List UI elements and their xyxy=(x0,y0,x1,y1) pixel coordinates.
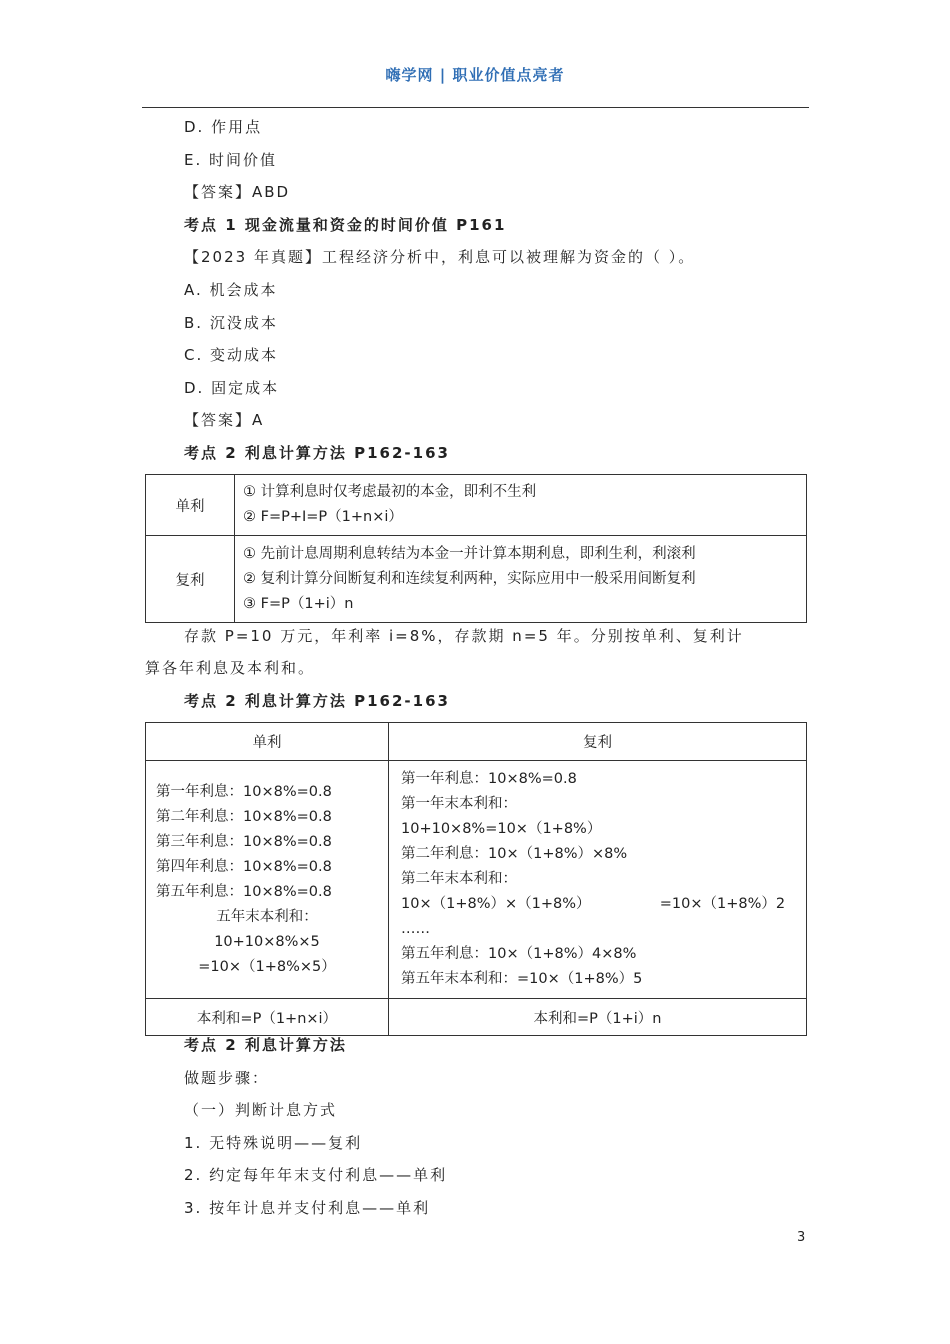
compound-interest-label: 复利 xyxy=(146,536,235,623)
simple-total-label: 五年末本利和： xyxy=(216,908,318,925)
question-text: 【2023 年真题】工程经济分析中，利息可以被理解为资金的（ ）。 xyxy=(184,248,696,266)
simple-calc-line: 第四年利息：10×8%=0.8 xyxy=(156,858,332,875)
compound-calc-line: 第一年利息：10×8%=0.8 xyxy=(401,771,577,787)
compound-dots: …… xyxy=(401,921,430,937)
compound-line: ③ F=P（1+i）n xyxy=(243,595,354,612)
compound-row-a: 10×（1+8%）×（1+8%） xyxy=(401,896,591,912)
simple-line: ① 计算利息时仅考虑最初的本金，即利不生利 xyxy=(243,484,537,500)
step-line: 3. 按年计息并支付利息——单利 xyxy=(184,1199,431,1217)
compound-calc-line: 第二年末本利和： xyxy=(401,871,517,887)
example-line-1: 存款 P=10 万元，年利率 i=8%，存款期 n=5 年。分别按单利、复利计 xyxy=(184,627,744,645)
calculation-table xyxy=(145,722,807,1036)
compound-calc-line: 第五年利息：10×（1+8%）4×8% xyxy=(401,946,637,962)
step-line: （一）判断计息方式 xyxy=(184,1101,338,1119)
head-simple: 单利 xyxy=(146,723,389,761)
simple-total-1: 10+10×8%×5 xyxy=(214,933,320,950)
foot-simple: 本利和=P（1+n×i） xyxy=(146,999,389,1036)
compound-calc-line: 10+10×8%=10×（1+8%） xyxy=(401,821,602,837)
compound-line: ① 先前计息周期利息转结为本金一并计算本期利息，即利生利，利滚利 xyxy=(243,545,696,562)
page-header: 嗨学网 | 职业价值点亮者 xyxy=(385,66,565,84)
simple-interest-label: 单利 xyxy=(146,475,235,536)
foot-compound: 本利和=P（1+i）n xyxy=(389,999,807,1036)
option-a: A. 机会成本 xyxy=(184,281,278,299)
simple-line: ② F=P+I=P（1+n×i） xyxy=(243,509,403,525)
option-c: C. 变动成本 xyxy=(184,346,279,364)
answer-a: 【答案】A xyxy=(184,411,265,429)
compound-calc-line: 第一年末本利和： xyxy=(401,796,517,812)
simple-calc-line: 第五年利息：10×8%=0.8 xyxy=(156,883,332,900)
step-line: 1. 无特殊说明——复利 xyxy=(184,1134,363,1152)
option-d-line: D. 作用点 xyxy=(184,118,263,136)
compound-row-b: =10×（1+8%）2 xyxy=(659,896,786,912)
header-divider xyxy=(142,107,809,108)
section-title-2: 考点 2 利息计算方法 P162-163 xyxy=(184,444,450,462)
section-title-1: 考点 1 现金流量和资金的时间价值 P161 xyxy=(184,216,507,234)
compound-interest-desc xyxy=(235,536,807,623)
option-b: B. 沉没成本 xyxy=(184,314,278,332)
simple-calc-line: 第二年利息：10×8%=0.8 xyxy=(156,808,332,825)
answer-line: 【答案】ABD xyxy=(184,183,291,201)
section-title-3: 考点 2 利息计算方法 P162-163 xyxy=(184,692,450,710)
head-compound: 复利 xyxy=(389,723,807,761)
simple-calc-line: 第一年利息：10×8%=0.8 xyxy=(156,783,332,800)
page-number: 3 xyxy=(797,1230,806,1245)
option-e-line: E. 时间价值 xyxy=(184,151,278,169)
compound-calc-cell xyxy=(389,761,807,999)
section-title-4: 考点 2 利息计算方法 xyxy=(184,1036,347,1054)
option-d: D. 固定成本 xyxy=(184,379,280,397)
example-line-2: 算各年利息及本利和。 xyxy=(145,659,316,677)
step-line: 2. 约定每年年末支付利息——单利 xyxy=(184,1166,448,1184)
simple-calc-line: 第三年利息：10×8%=0.8 xyxy=(156,833,332,850)
interest-method-table xyxy=(145,474,807,623)
compound-calc-line: 第五年末本利和：=10×（1+8%）5 xyxy=(401,971,643,987)
steps-heading: 做题步骤： xyxy=(184,1069,270,1087)
compound-line: ② 复利计算分间断复利和连续复利两种，实际应用中一般采用间断复利 xyxy=(243,570,696,587)
simple-total-2: =10×（1+8%×5） xyxy=(198,958,336,975)
simple-interest-desc xyxy=(235,475,807,536)
simple-calc-cell xyxy=(146,761,389,999)
compound-calc-row xyxy=(401,892,794,917)
compound-calc-line: 第二年利息：10×（1+8%）×8% xyxy=(401,846,628,862)
